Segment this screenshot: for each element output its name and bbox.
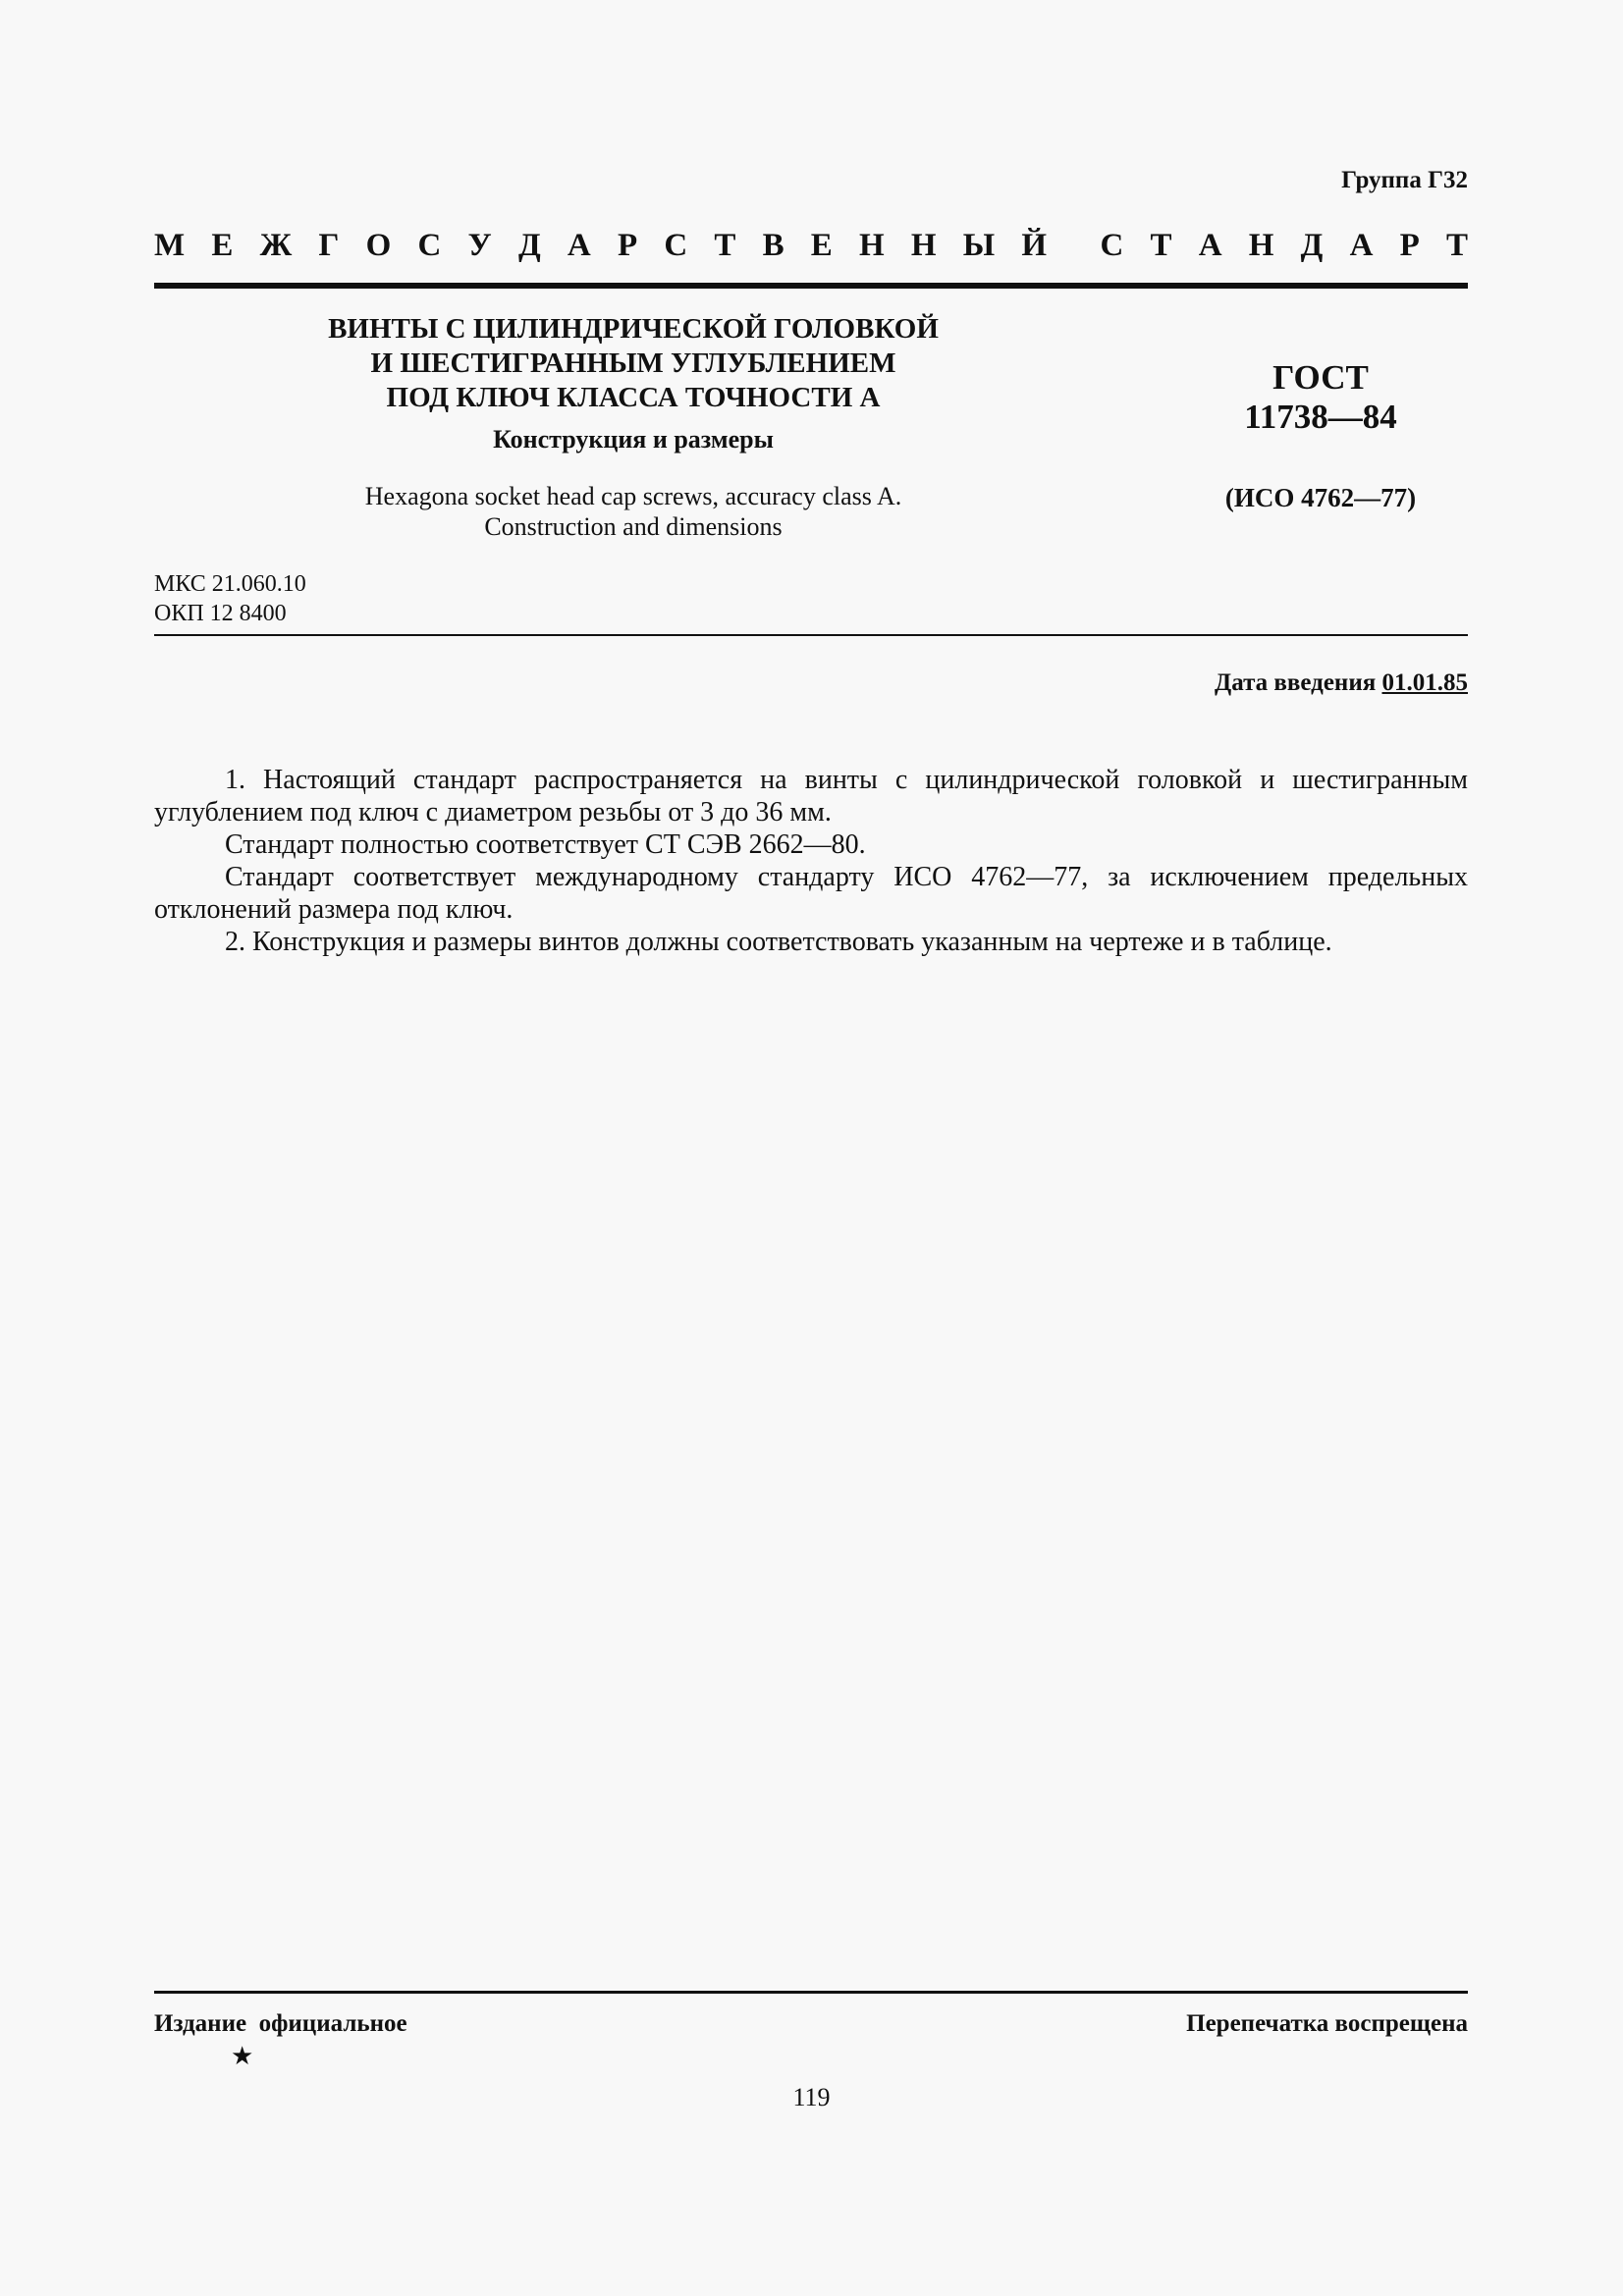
introduction-date [1215,669,1468,697]
paragraph-2: Стандарт полностью соответствует СТ СЭВ 2662—80. [225,829,866,860]
page-number: 119 [792,2083,831,2111]
banner-letter: У [467,228,492,263]
banner-letter: Г [318,228,340,263]
codes-rule [154,634,1468,636]
banner-letter: О [365,228,392,263]
banner-letter: Н [910,228,937,263]
paragraph-4: 2. Конструкция и размеры винтов должны соответствовать указанным на чертеже и в таблице. [225,927,1332,957]
banner-letter: В [762,228,784,263]
paragraph-3: Стандарт соответствует международному стандарту ИСО 4762—77, за исключением предельных отклонений размера под ключ. [154,862,1468,925]
body-text [154,764,1468,958]
english-title [245,481,1021,542]
intro-date-value: 01.01.85 [1381,669,1468,696]
banner-letter: М [154,228,186,263]
footer-rule [154,1991,1468,1994]
banner-letter: Е [810,228,833,263]
header-rule [154,283,1468,289]
banner-letter: Ы [962,228,996,263]
banner-letter: С [417,228,442,263]
banner-letter: А [567,228,591,263]
title-line-1: ВИНТЫ С ЦИЛИНДРИЧЕСКОЙ ГОЛОВКОЙ [328,313,939,345]
gost-label: ГОСТ [1272,358,1369,397]
english-title-line-2: Construction and dimensions [484,512,783,541]
iso-reference: (ИСО 4762—77) [1224,483,1417,512]
banner-letter: Й [1021,228,1048,263]
banner-letter: С [664,228,688,263]
banner-letter: А [1198,228,1222,263]
banner-letter: Т [1150,228,1172,263]
paragraph-1: 1. Настоящий стандарт распространяется на винты с цилиндрической головкой и шестигранным углублением под ключ с диаметром резьбы от 3 до 36 мм. [154,765,1468,828]
subtitle: Конструкция и размеры [493,425,774,454]
interstate-standard-banner [154,228,1468,264]
banner-letter: Ж [259,228,293,263]
classification-codes [154,569,306,628]
group-label: Группа Г32 [1341,167,1468,193]
title-block [245,312,1021,454]
okp-code: ОКП 12 8400 [154,601,287,626]
banner-letter: Е [211,228,234,263]
banner-letter: С [1100,228,1124,263]
mks-code: МКС 21.060.10 [154,571,306,597]
banner-letter: Т [714,228,736,263]
banner-letter: А [1349,228,1374,263]
reprint-notice: Перепечатка воспрещена [1186,2010,1468,2037]
banner-letter: Р [1399,228,1420,263]
banner-letter: Д [1300,228,1324,263]
gost-designation [1139,358,1502,437]
title-line-3: ПОД КЛЮЧ КЛАССА ТОЧНОСТИ А [386,382,881,413]
banner-letter: Н [1248,228,1274,263]
banner-letter: Т [1445,228,1468,263]
banner-letter: Д [517,228,541,263]
banner-letter: Н [859,228,885,263]
intro-date-label: Дата введения [1215,669,1377,696]
english-title-line-1: Hexagona socket head cap screws, accuracy class A. [364,482,902,510]
banner-letter: Р [617,228,638,263]
star-icon: ★ [231,2042,254,2070]
gost-number: 11738—84 [1244,398,1397,436]
edition-label: Издание официальное [154,2010,407,2037]
title-line-2: И ШЕСТИГРАННЫМ УГЛУБЛЕНИЕМ [370,347,896,379]
